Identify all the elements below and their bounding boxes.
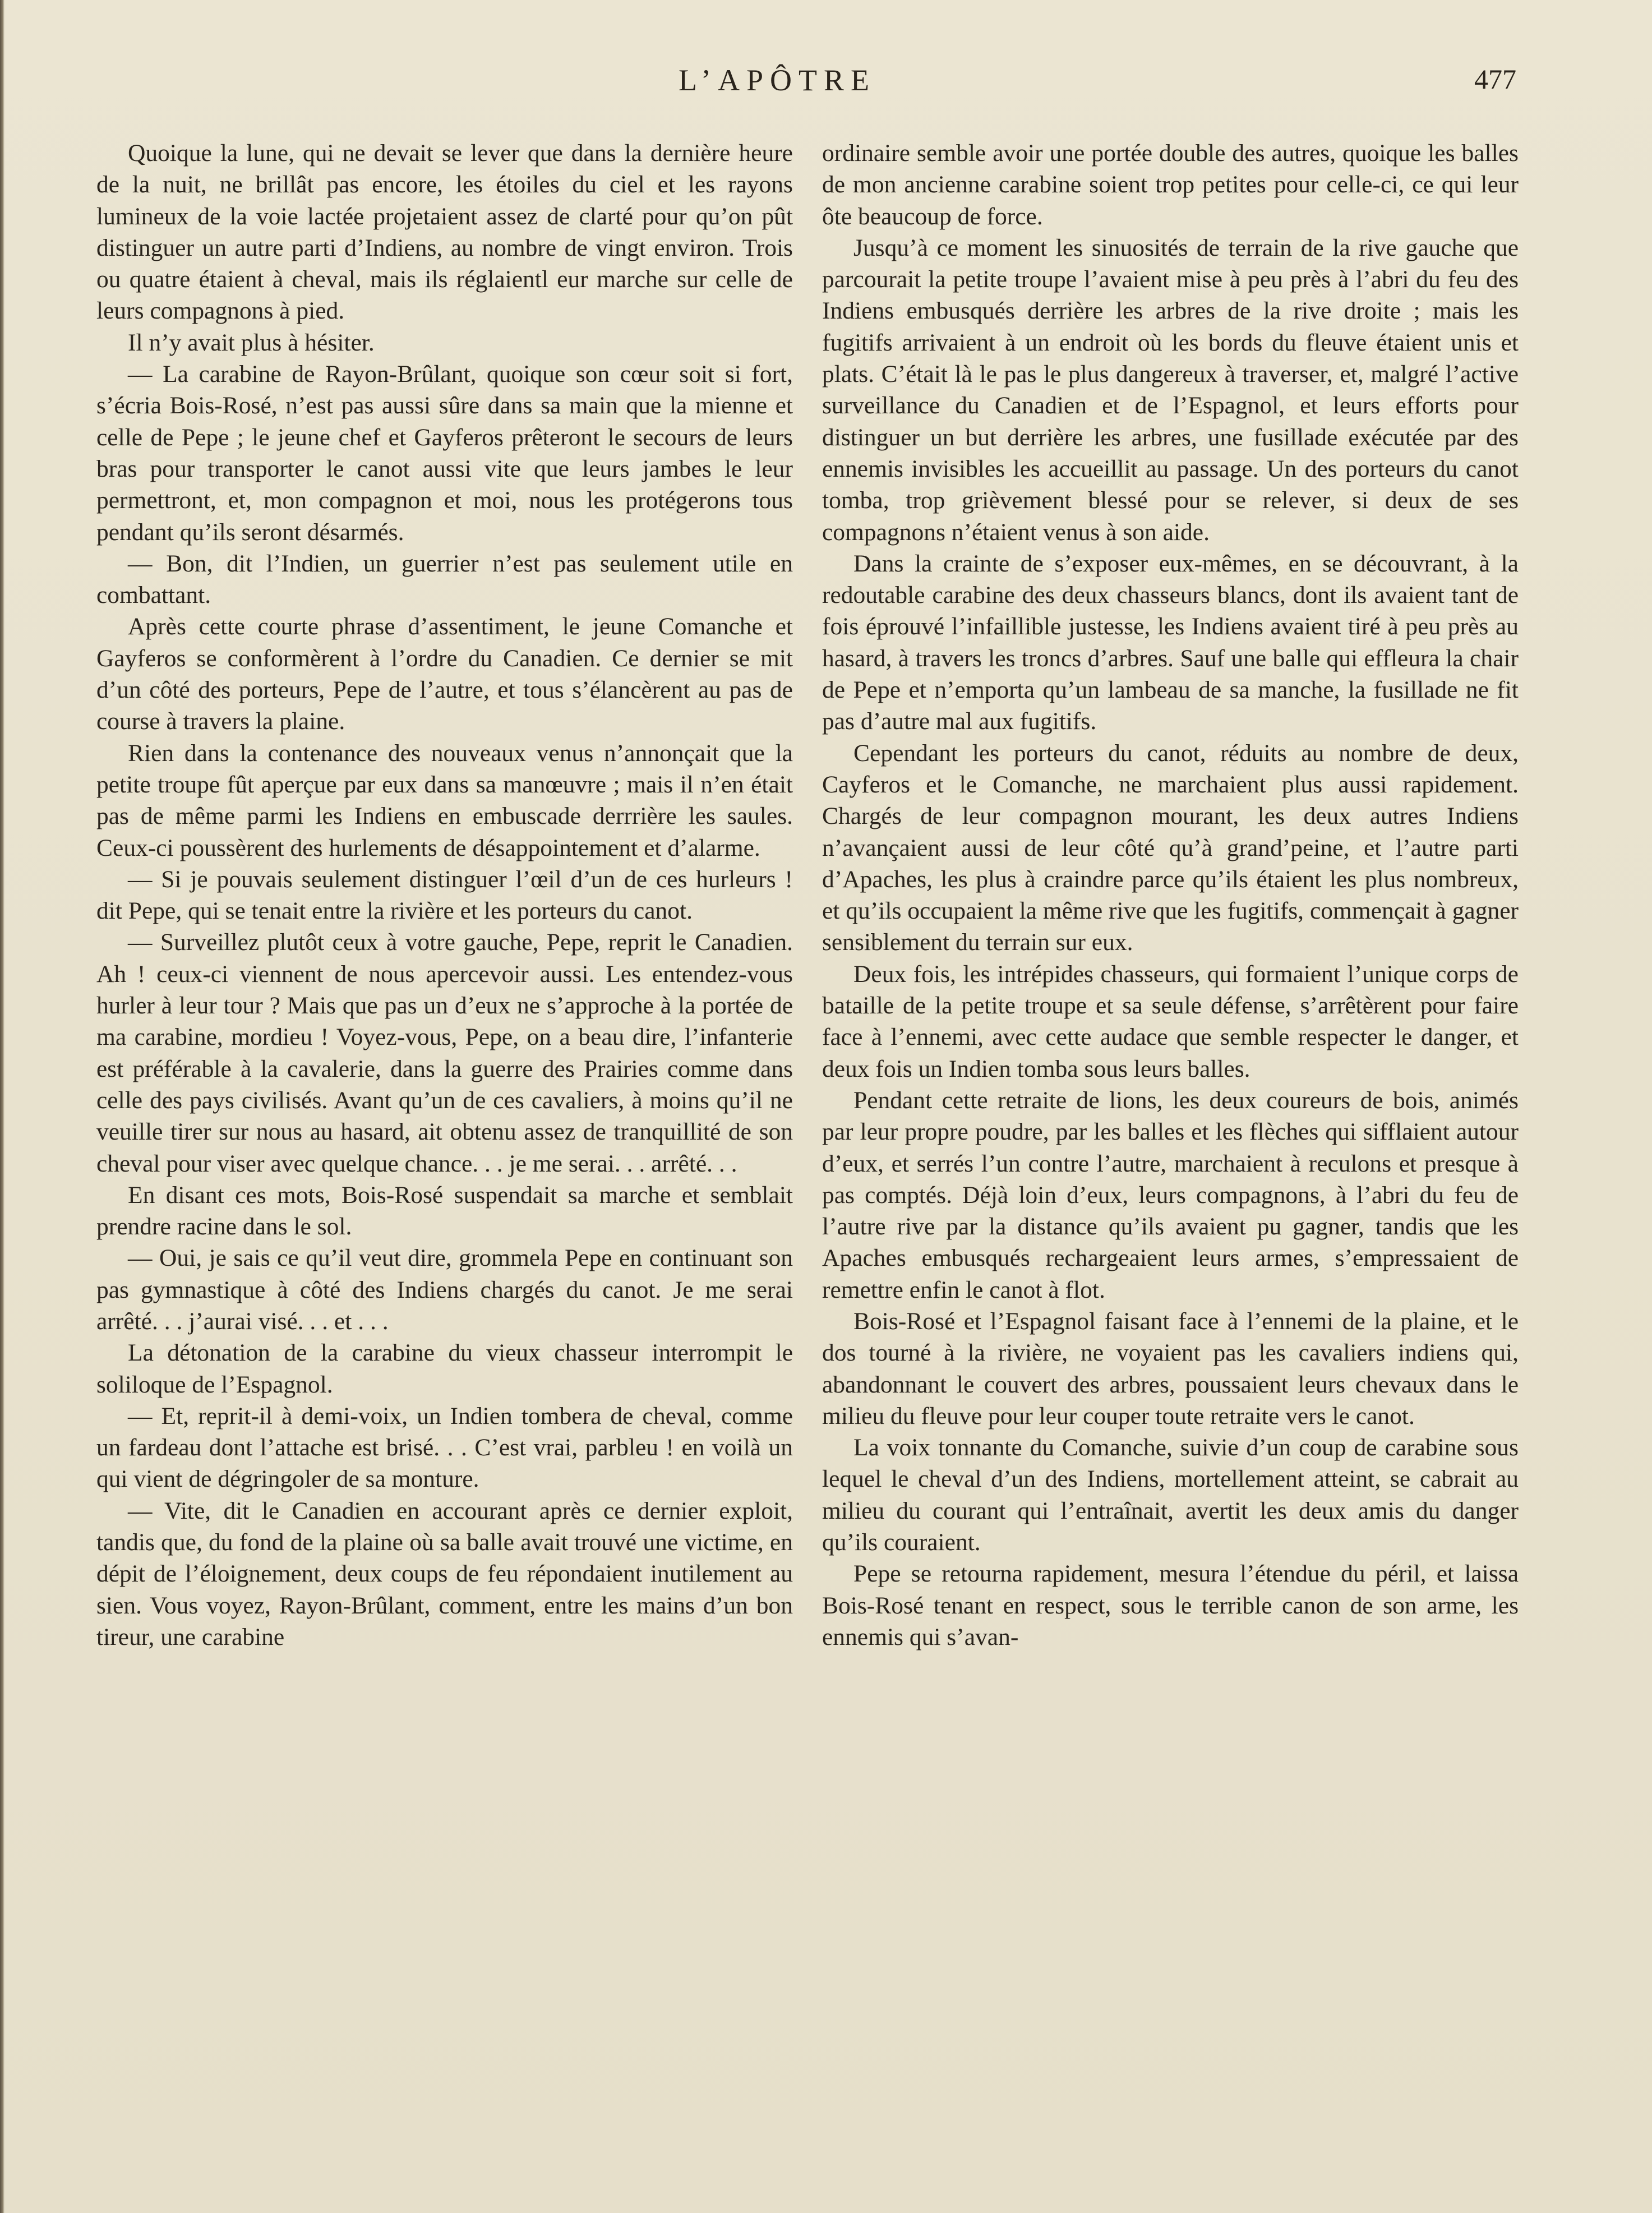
paragraph: La voix tonnante du Comanche, suivie d’un coup de carabine sous lequel le cheval d’un des Indiens, mortellement atteint, se cabrait au milieu du courant qui l’entraînait, avertit les deux amis du danger qu’ils couraient. bbox=[822, 1434, 1519, 1556]
paragraph: — Si je pouvais seulement distinguer l’œil d’un de ces hurleurs ! dit Pepe, qui se tenait entre la rivière et les porteurs du canot. bbox=[96, 865, 793, 925]
running-head bbox=[0, 63, 1652, 102]
paragraph-continued: ordinaire semble avoir une portée double des autres, quoique les balles de mon ancienne carabine soient trop petites pour celle-ci, ce qui leur ôte beaucoup de force. bbox=[822, 140, 1519, 230]
left-column bbox=[96, 137, 793, 2134]
paragraph: — Et, reprit-il à demi-voix, un Indien tombera de cheval, comme un fardeau dont l’attache est brisé. . . C’est vrai, parbleu ! en voilà un qui vient de dégringoler de sa monture. bbox=[96, 1402, 793, 1493]
paragraph: Cependant les porteurs du canot, réduits au nombre de deux, Cayferos et le Comanche, ne marchaient plus aussi rapidement. Chargés de leur compagnon mourant, les deux autres Indiens n’avançaient aussi de leur côté qu’à grand’peine, et l’autre parti d’Apaches, les plus à craindre parce qu’ils étaient les plus nombreux, et qu’ils occupaient la même rive que les fugitifs, commençait à gagner sensiblement du terrain sur eux. bbox=[822, 739, 1519, 956]
running-title: L’APÔTRE bbox=[679, 63, 876, 97]
paragraph: En disant ces mots, Bois-Rosé suspendait sa marche et semblait prendre racine dans le sol. bbox=[96, 1181, 793, 1241]
paragraph: — Oui, je sais ce qu’il veut dire, grommela Pepe en continuant son pas gymnastique à côté des Indiens chargés du canot. Je me serai arrêté. . . j’aurai visé. . . et . . . bbox=[96, 1244, 793, 1335]
paragraph: Bois-Rosé et l’Espagnol faisant face à l’ennemi de la plaine, et le dos tourné à la rivière, ne voyaient pas les cavaliers indiens qui, abandonnant le couvert des arbres, poussaient leurs chevaux dans le milieu du fleuve pour leur couper toute retraite vers le canot. bbox=[822, 1307, 1519, 1430]
paragraph: — Bon, dit l’Indien, un guerrier n’est pas seulement utile en combattant. bbox=[96, 550, 793, 609]
paragraph: La détonation de la carabine du vieux chasseur interrompit le soliloque de l’Espagnol. bbox=[96, 1339, 793, 1398]
paragraph: Rien dans la contenance des nouveaux venus n’annonçait que la petite troupe fût aperçue par eux dans sa manœuvre ; mais il n’en était pas de même parmi les Indiens en embuscade derrrière les saules. Ceux-ci poussèrent des hurlements de désappointement et d’alarme. bbox=[96, 739, 793, 861]
page-number: 477 bbox=[1474, 63, 1516, 95]
paragraph: Il n’y avait plus à hésiter. bbox=[128, 329, 375, 356]
paragraph: Après cette courte phrase d’assentiment, le jeune Comanche et Gayferos se conformèrent à l’ordre du Canadien. Ce dernier se mit d’un côté des porteurs, Pepe de l’autre, et tous s’élancèrent au pas de course à travers la plaine. bbox=[96, 613, 793, 735]
paragraph: Pendant cette retraite de lions, les deux coureurs de bois, animés par leur propre poudre, par les balles et les flèches qui sifflaient autour d’eux, et serrés l’un contre l’autre, marchaient à reculons et presque à pas comptés. Déjà loin d’eux, leurs compagnons, à l’abri du feu de l’autre rive par la distance qu’ils avaient pu gagner, tandis que les Apaches embusqués rechargeaient leurs armes, s’empressaient de remettre enfin le canot à flot. bbox=[822, 1086, 1519, 1303]
paragraph: Quoique la lune, qui ne devait se lever que dans la dernière heure de la nuit, ne brillât pas encore, les étoiles du ciel et les rayons lumineux de la voie lactée projetaient assez de clarté pour qu’on pût distinguer un autre parti d’Indiens, au nombre de vingt environ. Trois ou quatre étaient à cheval, mais ils réglaientl eur marche sur celle de leurs compagnons à pied. bbox=[96, 140, 793, 325]
paragraph: Jusqu’à ce moment les sinuosités de terrain de la rive gauche que parcourait la petite troupe l’avaient mise à peu près à l’abri du feu des Indiens embusqués derrière les arbres de la rive droite ; mais les fugitifs arrivaient à un endroit où les bords du fleuve étaient unis et plats. C’était là le pas le plus dangereux à traverser, et, malgré l’active surveillance du Canadien et de l’Espagnol, et leurs efforts pour distinguer un but derrière les arbres, une fusillade exécutée par des ennemis invisibles les accueillit au passage. Un des porteurs du canot tomba, trop grièvement blessé pour se relever, si deux de ses compagnons n’étaient venus à son aide. bbox=[822, 234, 1519, 546]
page-binding-edge bbox=[0, 0, 4, 2213]
paragraph: Deux fois, les intrépides chasseurs, qui formaient l’unique corps de bataille de la petite troupe et sa seule défense, s’arrêtèrent pour faire face à l’ennemi, avec cette audace que semble respecter le danger, et deux fois un Indien tomba sous leurs balles. bbox=[822, 960, 1519, 1082]
paragraph: Dans la crainte de s’exposer eux-mêmes, en se découvrant, à la redoutable carabine des deux chasseurs blancs, dont ils avaient tant de fois éprouvé l’infaillible justesse, les Indiens avaient tiré à peu près au hasard, à travers les troncs d’arbres. Sauf une balle qui effleura la chair de Pepe et n’emporta qu’un lambeau de sa manche, la fusillade ne fit pas d’autre mal aux fugitifs. bbox=[822, 550, 1519, 735]
right-column bbox=[822, 137, 1519, 2134]
paragraph: — Vite, dit le Canadien en accourant après ce dernier exploit, tandis que, du fond de la plaine où sa balle avait trouvé une victime, en dépit de l’éloignement, deux coups de feu répondaient inutilement au sien. Vous voyez, Rayon-Brûlant, comment, entre les mains d’un bon tireur, une carabine bbox=[96, 1497, 793, 1650]
paragraph: Pepe se retourna rapidement, mesura l’étendue du péril, et laissa Bois-Rosé tenant en respect, sous le terrible canon de son arme, les ennemis qui s’avan- bbox=[822, 1560, 1519, 1650]
paragraph: — Surveillez plutôt ceux à votre gauche, Pepe, reprit le Canadien. Ah ! ceux-ci viennent de nous apercevoir aussi. Les entendez-vous hurler à leur tour ? Mais que pas un d’eux ne s’approche à la portée de ma carabine, mordieu ! Voyez-vous, Pepe, on a beau dire, l’infanterie est préférable à la cavalerie, dans la guerre des Prairies comme dans celle des pays civilisés. Avant qu’un de ces cavaliers, à moins qu’il ne veuille tirer sur nous au hasard, ait obtenu assez de tranquillité de son cheval pour viser avec quelque chance. . . je me serai. . . arrêté. . . bbox=[96, 929, 793, 1177]
paragraph: — La carabine de Rayon-Brûlant, quoique son cœur soit si fort, s’écria Bois-Rosé, n’est pas aussi sûre dans sa main que la mienne et celle de Pepe ; le jeune chef et Gayferos prêteront le secours de leurs bras pour transporter le canot aussi vite que leurs jambes le leur permettront, et, mon compagnon et moi, nous les protégerons tous pendant qu’ils seront désarmés. bbox=[96, 361, 793, 546]
